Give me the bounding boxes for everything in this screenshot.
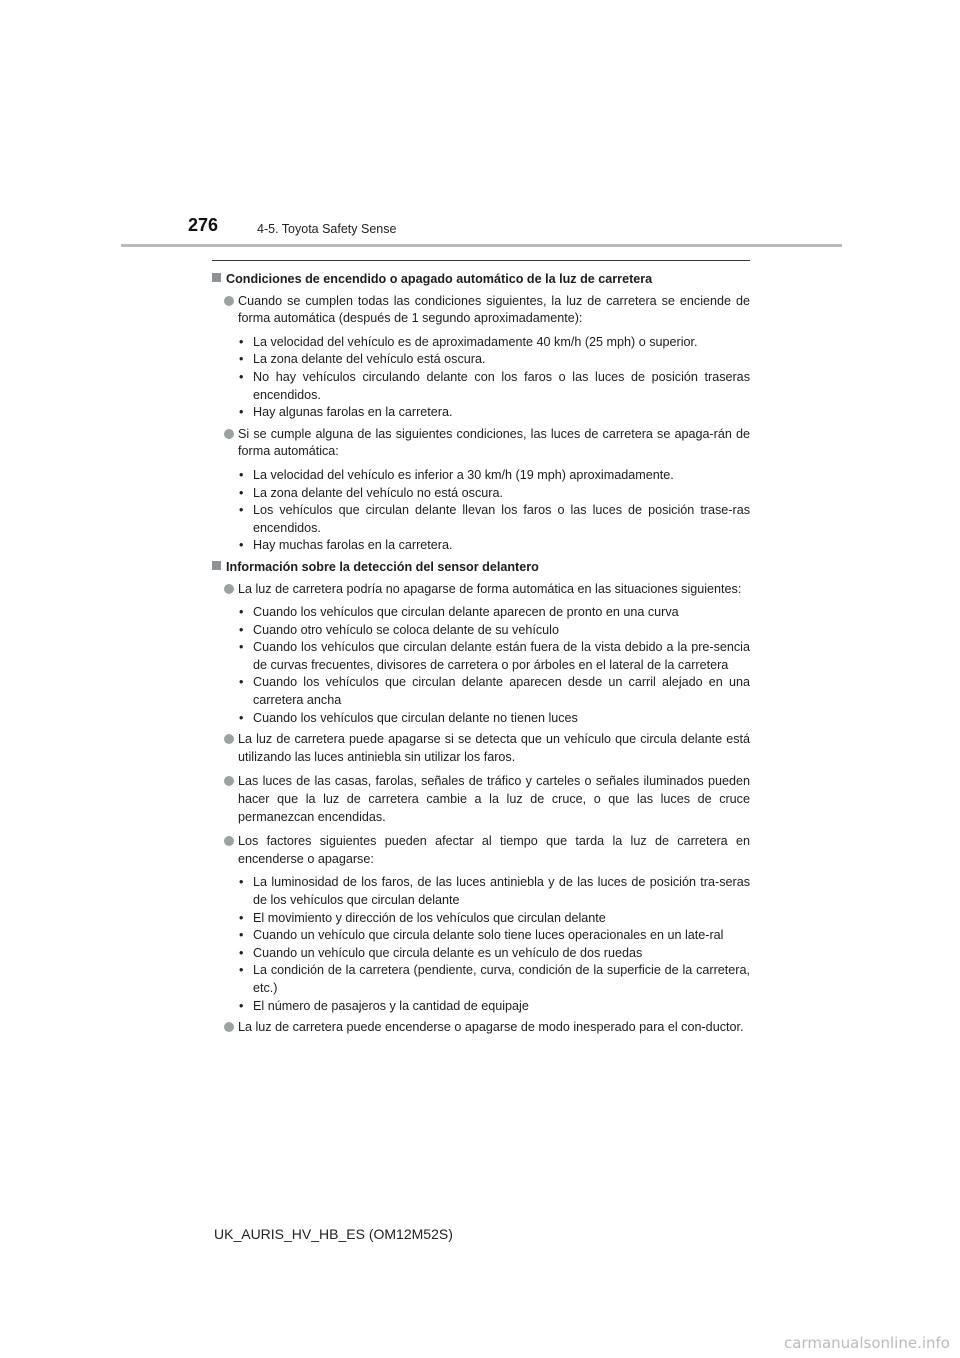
paragraph-text: Cuando se cumplen todas las condiciones siguientes, la luz de carretera se enciende de forma automática (después de 1 segundo aproximadamente): bbox=[238, 293, 750, 326]
bullet-dot-icon: • bbox=[239, 405, 244, 420]
watermark: carmanualsonline.info bbox=[784, 1334, 950, 1352]
paragraph-text: La luz de carretera puede encenderse o apagarse de modo inesperado para el con-ductor. bbox=[238, 1020, 744, 1035]
bullet-text: La velocidad del vehículo es de aproximadamente 40 km/h (25 mph) o superior. bbox=[253, 334, 698, 349]
bullet-text: El número de pasajeros y la cantidad de equipaje bbox=[253, 998, 529, 1013]
paragraph bbox=[224, 833, 750, 868]
header-rule bbox=[121, 244, 842, 247]
paragraph bbox=[224, 773, 750, 826]
paragraph-text: La luz de carretera podría no apagarse de forma automática en las situaciones siguientes: bbox=[238, 581, 742, 596]
bullet-dot-icon: • bbox=[239, 485, 244, 500]
bullet-item bbox=[239, 467, 750, 485]
bullet-item bbox=[239, 674, 750, 709]
spacer bbox=[212, 826, 750, 833]
square-bullet-icon bbox=[212, 273, 221, 282]
bullet-text: Cuando los vehículos que circulan delante están fuera de la vista debido a la pre-sencia de curvas frecuentes, divisores de carretera o por árboles en el lateral de la carretera bbox=[253, 640, 750, 672]
bullet-dot-icon: • bbox=[239, 538, 244, 553]
bullet-text: Hay muchas farolas en la carretera. bbox=[253, 538, 453, 553]
paragraph-text: Los factores siguientes pueden afectar al tiempo que tarda la luz de carretera en encenderse o apagarse: bbox=[238, 834, 750, 866]
bullet-dot-icon: • bbox=[239, 622, 244, 637]
bullet-text: Cuando los vehículos que circulan delante no tienen luces bbox=[253, 710, 578, 725]
bullet-dot-icon: • bbox=[239, 605, 244, 620]
bullet-item bbox=[239, 927, 750, 945]
spacer bbox=[212, 766, 750, 773]
section-heading bbox=[212, 559, 750, 577]
bullet-text: La condición de la carretera (pendiente, curva, condición de la superficie de la carretera, etc.) bbox=[253, 963, 750, 995]
spacer bbox=[212, 1037, 750, 1044]
bullet-list bbox=[239, 334, 750, 422]
bullet-text: El movimiento y dirección de los vehículos que circulan delante bbox=[253, 910, 606, 925]
bullet-item bbox=[239, 910, 750, 928]
page-number: 276 bbox=[188, 215, 219, 235]
bullet-dot-icon: • bbox=[239, 963, 244, 978]
bullet-text: La velocidad del vehículo es inferior a 30 km/h (19 mph) aproximadamente. bbox=[253, 467, 674, 482]
bullet-text: Hay algunas farolas en la carretera. bbox=[253, 405, 453, 420]
bullet-dot-icon: • bbox=[239, 875, 244, 890]
bullet-item bbox=[239, 945, 750, 963]
bullet-item bbox=[239, 369, 750, 404]
circle-bullet-icon bbox=[224, 836, 234, 846]
bullet-text: La zona delante del vehículo está oscura. bbox=[253, 352, 486, 367]
paragraph-text: La luz de carretera puede apagarse si se detecta que un vehículo que circula delante está utilizando las luces antiniebla sin utilizar los faros. bbox=[238, 732, 750, 764]
bullet-text: La zona delante del vehículo no está oscura. bbox=[253, 485, 503, 500]
content bbox=[212, 260, 750, 1044]
circle-bullet-icon bbox=[224, 429, 234, 439]
bullet-item bbox=[239, 351, 750, 369]
bullet-list bbox=[239, 467, 750, 555]
document-code: UK_AURIS_HV_HB_ES (OM12M52S) bbox=[214, 1226, 453, 1242]
bullet-text: Cuando los vehículos que circulan delante aparecen desde un carril alejado en una carretera ancha bbox=[253, 675, 750, 708]
paragraph bbox=[224, 1019, 750, 1037]
section-heading-text: Condiciones de encendido o apagado automático de la luz de carretera bbox=[226, 272, 653, 286]
circle-bullet-icon bbox=[224, 1022, 234, 1032]
bullet-text: Cuando los vehículos que circulan delante aparecen de pronto en una curva bbox=[253, 605, 679, 620]
bullet-dot-icon: • bbox=[239, 910, 244, 925]
circle-bullet-icon bbox=[224, 296, 234, 306]
bullet-item bbox=[239, 502, 750, 537]
bullet-item bbox=[239, 874, 750, 909]
bullet-item bbox=[239, 537, 750, 555]
paragraph bbox=[224, 731, 750, 766]
bullet-item bbox=[239, 334, 750, 352]
paragraph-text: Si se cumple alguna de las siguientes condiciones, las luces de carretera se apaga-rán de forma automática: bbox=[238, 426, 750, 459]
bullet-dot-icon: • bbox=[239, 640, 244, 655]
bullet-list bbox=[239, 874, 750, 1015]
bullet-text: Cuando otro vehículo se coloca delante de su vehículo bbox=[253, 622, 559, 637]
bullet-dot-icon: • bbox=[239, 675, 244, 690]
bullet-dot-icon: • bbox=[239, 369, 244, 384]
bullet-text: Los vehículos que circulan delante llevan los faros o las luces de posición trase-ras encendidos. bbox=[253, 503, 750, 535]
bullet-dot-icon: • bbox=[239, 998, 244, 1013]
bullet-dot-icon: • bbox=[239, 334, 244, 349]
bullet-item bbox=[239, 485, 750, 503]
circle-bullet-icon bbox=[224, 776, 234, 786]
bullet-dot-icon: • bbox=[239, 467, 244, 482]
circle-bullet-icon bbox=[224, 734, 234, 744]
bullet-text: Cuando un vehículo que circula delante solo tiene luces operacionales en un late-ral bbox=[253, 928, 724, 943]
section-title: 4-5. Toyota Safety Sense bbox=[257, 222, 397, 236]
bullet-item bbox=[239, 604, 750, 622]
paragraph bbox=[224, 581, 750, 599]
bullet-dot-icon: • bbox=[239, 945, 244, 960]
bullet-text: Cuando un vehículo que circula delante es un vehículo de dos ruedas bbox=[253, 945, 643, 960]
bullet-dot-icon: • bbox=[239, 710, 244, 725]
bullet-item bbox=[239, 962, 750, 997]
paragraph bbox=[224, 293, 750, 328]
bullet-item bbox=[239, 622, 750, 640]
bullet-text: La luminosidad de los faros, de las luces antiniebla y de las luces de posición tra-seras de los vehículos que circulan delante bbox=[253, 875, 750, 907]
bullet-item bbox=[239, 404, 750, 422]
bullet-item bbox=[239, 639, 750, 674]
bullet-item bbox=[239, 998, 750, 1016]
section-heading-text: Información sobre la detección del sensor delantero bbox=[226, 559, 539, 574]
square-bullet-icon bbox=[212, 561, 221, 570]
section-heading bbox=[212, 271, 750, 289]
bullet-list bbox=[239, 604, 750, 727]
bullet-dot-icon: • bbox=[239, 928, 244, 943]
circle-bullet-icon bbox=[224, 584, 234, 594]
paragraph-text: Las luces de las casas, farolas, señales de tráfico y carteles o señales iluminados pueden hacer que la luz de carretera cambie a la luz de cruce, o que las luces de cruce permanezcan encendidas. bbox=[238, 774, 750, 824]
paragraph bbox=[224, 426, 750, 461]
bullet-item bbox=[239, 710, 750, 728]
bullet-text: No hay vehículos circulando delante con los faros o las luces de posición traseras encendidos. bbox=[253, 369, 750, 402]
bullet-dot-icon: • bbox=[239, 352, 244, 367]
bullet-dot-icon: • bbox=[239, 503, 244, 518]
